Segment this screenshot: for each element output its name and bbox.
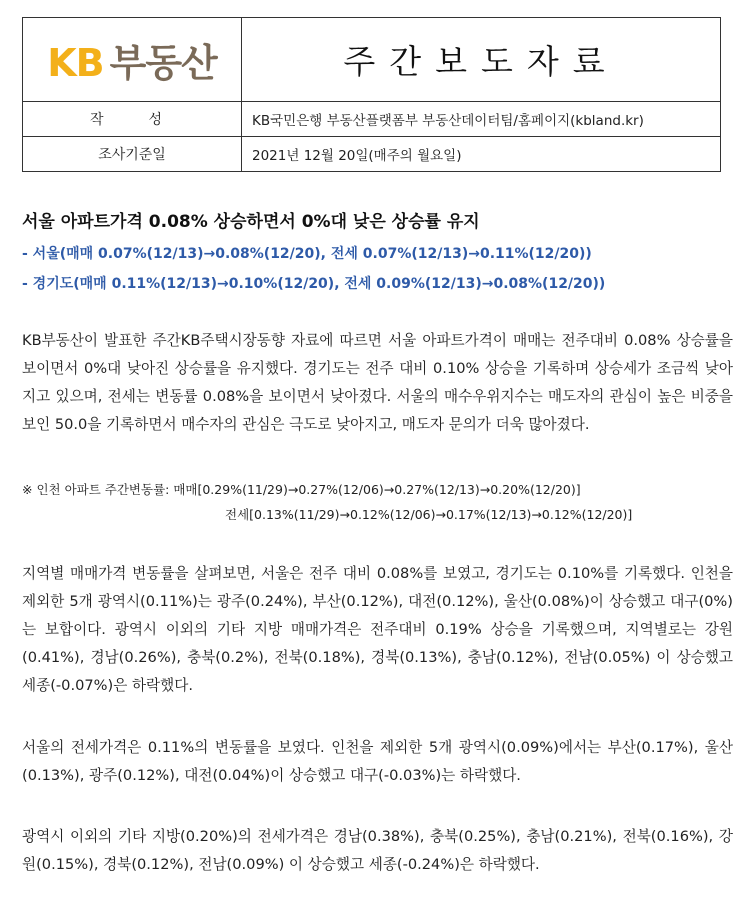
header-table <box>22 17 721 172</box>
headline: 서울 아파트가격 0.08% 상승하면서 0%대 낮은 상승률 유지 <box>22 212 480 232</box>
survey-date-label: 조사기준일 <box>23 137 242 172</box>
subhead-seoul: - 서울(매매 0.07%(12/13)→0.08%(12/20), 전세 0.07%(12/13)→0.11%(12/20)) <box>22 246 592 262</box>
author-label: 작 성 <box>23 102 242 137</box>
note-incheon-jeonse: 전세[0.13%(11/29)→0.12%(12/06)→0.17%(12/13)→0.12%(12/20)] <box>225 507 633 522</box>
page-title: 주간보도자료 <box>242 18 721 102</box>
author-value: KB국민은행 부동산플랫폼부 부동산데이터팀/홈페이지(kbland.kr) <box>242 102 721 137</box>
paragraph-4: 광역시 이외의 기타 지방(0.20%)의 전세가격은 경남(0.38%), 충북(0.25%), 충남(0.21%), 전북(0.16%), 강원(0.15%), 경북(0.12%), 전남(0.09%) 이 상승했고 세종(-0.24%)은 하락했다. <box>22 828 733 873</box>
paragraph-2: 지역별 매매가격 변동률을 살펴보면, 서울은 전주 대비 0.08%를 보였고, 경기도는 0.10%를 기록했다. 인천을 제외한 5개 광역시(0.11%)는 광주(0.24%), 부산(0.12%), 대전(0.12%), 울산(0.08%)이 상승했고 대구(0%)는 보합이다. 광역시 이외의 기타 지방 매매가격은 전주대비 0.19% 상승을 기록했으며, 지역별로는 강원(0.41%), 경남(0.26%), 충북(0.2%), 전북(0.18%), 경북(0.13%), 충남(0.12%), 전남(0.05%) 이 상승했고 세종(-0.07%)은 하락했다. <box>22 565 733 694</box>
paragraph-3: 서울의 전세가격은 0.11%의 변동률을 보였다. 인천을 제외한 5개 광역시(0.09%)에서는 부산(0.17%), 울산(0.13%), 광주(0.12%), 대전(0.04%)이 상승했고 대구(-0.03%)는 하락했다. <box>22 739 733 784</box>
logo-text: 부동산 <box>109 41 217 85</box>
note-incheon-sale: ※ 인천 아파트 주간변동률: 매매[0.29%(11/29)→0.27%(12/06)→0.27%(12/13)→0.20%(12/20)] <box>22 482 581 497</box>
survey-date-value: 2021년 12월 20일(매주의 월요일) <box>242 137 721 172</box>
subhead-gyeonggi: - 경기도(매매 0.11%(12/13)→0.10%(12/20), 전세 0.09%(12/13)→0.08%(12/20)) <box>22 276 606 292</box>
logo <box>23 18 242 102</box>
paragraph-1: KB부동산이 발표한 주간KB주택시장동향 자료에 따르면 서울 아파트가격이 매매는 전주대비 0.08% 상승률을 보이면서 0%대 낮아진 상승률을 유지했다. 경기도는 전주 대비 0.10% 상승을 기록하며 상승세가 조금씩 낮아지고 있으며, 전세는 변동률 0.08%을 보이면서 낮아졌다. 서울의 매수우위지수는 매도자의 관심이 높은 비중을 보인 50.0을 기록하면서 매수자의 관심은 극도로 낮아지고, 매도자 문의가 더욱 많아졌다. <box>22 332 733 433</box>
logo-kb: KB <box>47 41 104 85</box>
